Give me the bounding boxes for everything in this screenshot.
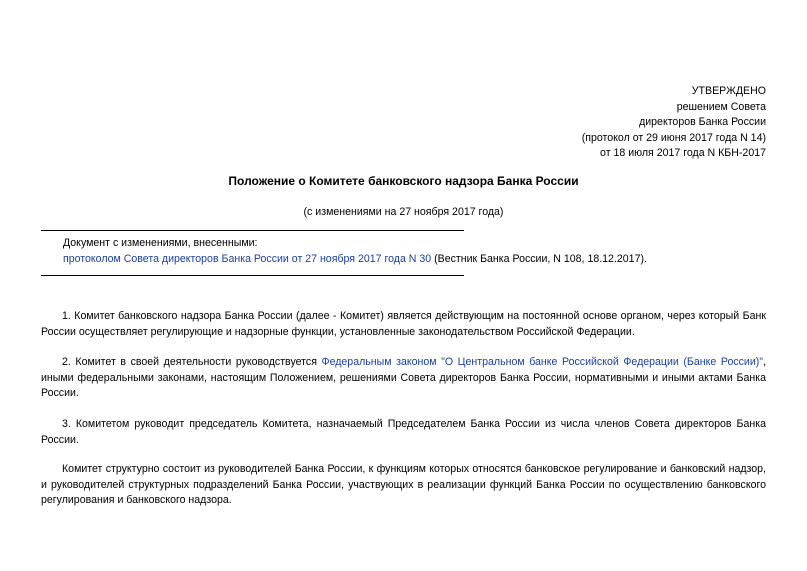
changes-block <box>63 235 647 267</box>
changes-bottom-divider <box>41 275 464 276</box>
changes-intro: Документ с изменениями, внесенными: <box>63 237 258 249</box>
document-title: Положение о Комитете банковского надзора Банка России <box>228 174 579 188</box>
approval-heading: УТВЕРЖДЕНО <box>691 85 766 97</box>
document-subtitle: (с изменениями на 27 ноября 2017 года) <box>303 206 504 218</box>
approval-number: от 18 июля 2017 года N КБН-2017 <box>600 147 766 160</box>
paragraph-4: Комитет структурно состоит из руководителей Банка России, к функциям которых относятся банковское регулирование и банковский надзор, и руководителей структурных подразделений Банка России, участвующих в реализации функций Банка России по осуществлению банковского регулирования и банковского надзора. <box>41 463 766 506</box>
changes-line <box>63 251 647 267</box>
approval-block <box>582 84 766 162</box>
changes-source: (Вестник Банка России, N 108, 18.12.2017). <box>431 253 647 265</box>
paragraph-1: 1. Комитет банковского надзора Банка России (далее - Комитет) является действующим на постоянной основе органом, через который Банк России осуществляет регулирующие и надзорные функции, установленные законодательством Российской Федерации. <box>41 310 766 338</box>
approval-protocol: (протокол от 29 июня 2017 года N 14) <box>581 131 766 144</box>
paragraph-2-text-end: , иными федеральными законами, настоящим Положением, решениями Совета директоров Банка России, нормативными и иными актами Банка России. <box>41 356 767 399</box>
paragraph-3: 3. Комитетом руководит председатель Комитета, назначаемый Председателем Банка России из числа членов Совета директоров Банка России. <box>41 418 766 446</box>
approval-decision: решением Совета <box>676 100 766 113</box>
changes-top-divider <box>41 230 464 231</box>
paragraph-2-text-start: 2. Комитет в своей деятельности руководствуется <box>62 356 322 368</box>
federal-law-link[interactable]: Федеральным законом "О Центральном банке Российской Федерации (Банке России)" <box>321 356 764 368</box>
paragraph-2 <box>41 355 766 402</box>
approval-board: директоров Банка России <box>639 116 766 129</box>
protocol-link[interactable]: протоколом Совета директоров Банка России от 27 ноября 2017 года N 30 <box>63 253 432 265</box>
